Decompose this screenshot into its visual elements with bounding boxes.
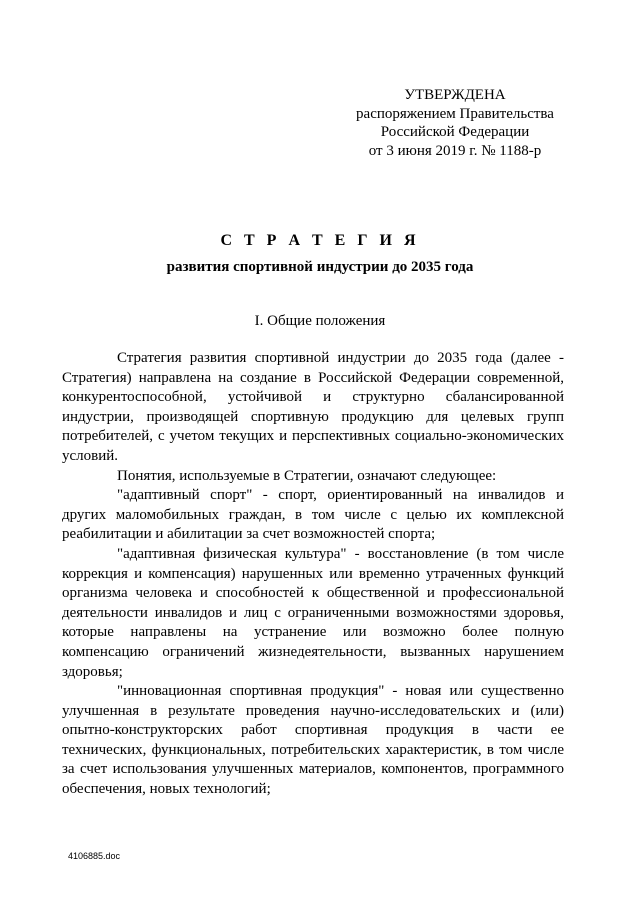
paragraph: "адаптивный спорт" - спорт, ориентированный на инвалидов и других маломобильных граждан, в том числе с целью их комплексной реабилитации и абилитации за счет возможностей спорта; [62,487,564,543]
approval-label: УТВЕРЖДЕНА [404,87,506,103]
approval-country: Российской Федерации [380,124,530,140]
document-title: С Т Р А Т Е Г И Я [220,232,420,249]
document-body [62,349,564,800]
paragraph: "адаптивная физическая культура" - восстановление (в том числе коррекция и компенсация) нарушенных или временно утраченных функций организма человека и способностей к общественной и профессиональной деятельности инвалидов и лиц с ограниченными возможностями здоровья, которые направлены на устранение или возможно более полную компенсацию ограничений жизнедеятельности, вызванных нарушением здоровья; [62,545,564,680]
approval-authority: распоряжением Правительства [356,105,554,122]
document-subtitle: развития спортивной индустрии до 2035 года [166,259,474,275]
paragraph: Стратегия развития спортивной индустрии до 2035 года (далее - Стратегия) направлена на создание в Российской Федерации современной, конкурентоспособной, устойчивой и структурно сбалансированной индустрии, производящей спортивную продукцию для целевых групп потребителей, с учетом текущих и перспективных социально-экономических условий. [62,350,564,464]
section-heading: I. Общие положения [254,313,386,329]
approval-stamp [350,86,560,160]
paragraph: Понятия, используемые в Стратегии, означают следующее: [117,467,497,484]
approval-date-number: от 3 июня 2019 г. № 1188-р [368,142,542,159]
footer-file-name: 4106885.doc [68,851,121,861]
paragraph: "инновационная спортивная продукция" - новая или существенно улучшенная в результате проведения научно-исследовательских и (или) опытно-конструкторских работ спортивная продукция в части ее технических, функциональных, потребительских характеристик, в том числе за счет использования улучшенных материалов, компонентов, программного обеспечения, новых технологий; [62,683,564,798]
